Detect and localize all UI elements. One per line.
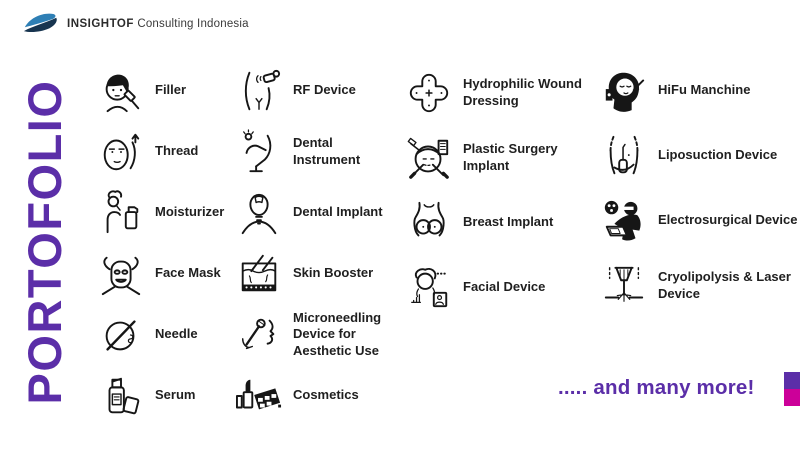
hifu-machine-icon xyxy=(598,65,650,117)
portfolio-item-label: RF Device xyxy=(293,82,356,98)
portfolio-item-label: Thread xyxy=(155,143,199,159)
portfolio-item xyxy=(233,243,405,304)
portfolio-item xyxy=(598,58,800,123)
portfolio-item xyxy=(233,121,405,182)
portfolio-item xyxy=(95,243,247,304)
portfolio-item-label: Dental Implant xyxy=(293,204,383,220)
many-more-text: ..... and many more! xyxy=(558,376,755,399)
portfolio-item-label: Dental Instrument xyxy=(293,134,361,167)
facial-device-icon xyxy=(403,262,455,314)
portfolio-item xyxy=(598,253,800,318)
portfolio-item-label: Face Mask xyxy=(155,265,221,281)
portfolio-item xyxy=(95,60,247,121)
portfolio-item-label: Filler xyxy=(155,82,187,98)
filler-syringe-face-icon xyxy=(95,65,147,117)
portfolio-item-label: Plastic Surgery Implant xyxy=(463,140,558,173)
brand-name-rest: Consulting Indonesia xyxy=(137,17,249,30)
portfolio-item xyxy=(233,304,405,365)
dental-implant-icon xyxy=(233,187,285,239)
portfolio-item-label: Serum xyxy=(155,387,196,403)
portfolio-item xyxy=(403,255,603,320)
portfolio-item-label: Cosmetics xyxy=(293,387,359,403)
portfolio-item xyxy=(233,365,405,426)
portfolio-item-label: Moisturizer xyxy=(155,204,225,220)
needle-icon xyxy=(95,309,147,361)
portfolio-item-label: Hydrophilic Wound Dressing xyxy=(463,75,582,108)
brand-name xyxy=(67,18,249,30)
portfolio-item-label: Breast Implant xyxy=(463,214,554,230)
purple-square xyxy=(784,372,800,389)
portfolio-column-2 xyxy=(233,60,405,426)
portfolio-item xyxy=(95,182,247,243)
portfolio-item-label: Facial Device xyxy=(463,279,546,295)
portfolio-item-label: Skin Booster xyxy=(293,265,374,281)
portfolio-item-label: Microneedling Device for Aesthetic Use xyxy=(293,309,382,358)
portfolio-column-4 xyxy=(598,58,800,318)
portfolio-item xyxy=(598,188,800,253)
portfolio-item xyxy=(233,60,405,121)
insightof-swoosh-logo-icon xyxy=(22,11,60,36)
brand-name-bold: INSIGHTOF xyxy=(67,17,134,30)
portfolio-item-label: Liposuction Device xyxy=(658,147,778,163)
face-mask-icon xyxy=(95,248,147,300)
magenta-square xyxy=(784,389,800,406)
portfolio-item xyxy=(598,123,800,188)
breast-implant-icon xyxy=(403,197,455,249)
corner-accent xyxy=(784,372,800,406)
portfolio-item-label: Needle xyxy=(155,326,198,342)
plastic-surgery-icon xyxy=(403,132,455,184)
portfolio-item xyxy=(403,125,603,190)
portfolio-item-label: Electrosurgical Device xyxy=(658,212,798,228)
electrosurgical-device-icon xyxy=(598,195,650,247)
portfolio-item-label: HiFu Manchine xyxy=(658,82,751,98)
portfolio-item xyxy=(233,182,405,243)
portfolio-column-1 xyxy=(95,60,247,426)
liposuction-device-icon xyxy=(598,130,650,182)
skin-booster-icon xyxy=(233,248,285,300)
portfolio-item xyxy=(95,365,247,426)
cryolipolysis-laser-icon xyxy=(598,260,650,312)
thread-lift-face-icon xyxy=(95,126,147,178)
portfolio-item xyxy=(403,60,603,125)
dental-chair-icon xyxy=(233,126,285,178)
moisturizer-bottle-icon xyxy=(95,187,147,239)
portfolio-item xyxy=(403,190,603,255)
portfolio-item xyxy=(95,121,247,182)
portfolio-item-label: Cryolipolysis & Laser Device xyxy=(658,268,791,301)
portfolio-column-3 xyxy=(403,60,603,320)
wound-dressing-icon xyxy=(403,67,455,119)
page-title: PORTOFOLIO xyxy=(18,79,71,405)
cosmetics-icon xyxy=(233,370,285,422)
portfolio-item xyxy=(95,304,247,365)
brand-header xyxy=(22,11,249,36)
microneedling-device-icon xyxy=(233,309,285,361)
serum-bottle-icon xyxy=(95,370,147,422)
rf-device-icon xyxy=(233,65,285,117)
